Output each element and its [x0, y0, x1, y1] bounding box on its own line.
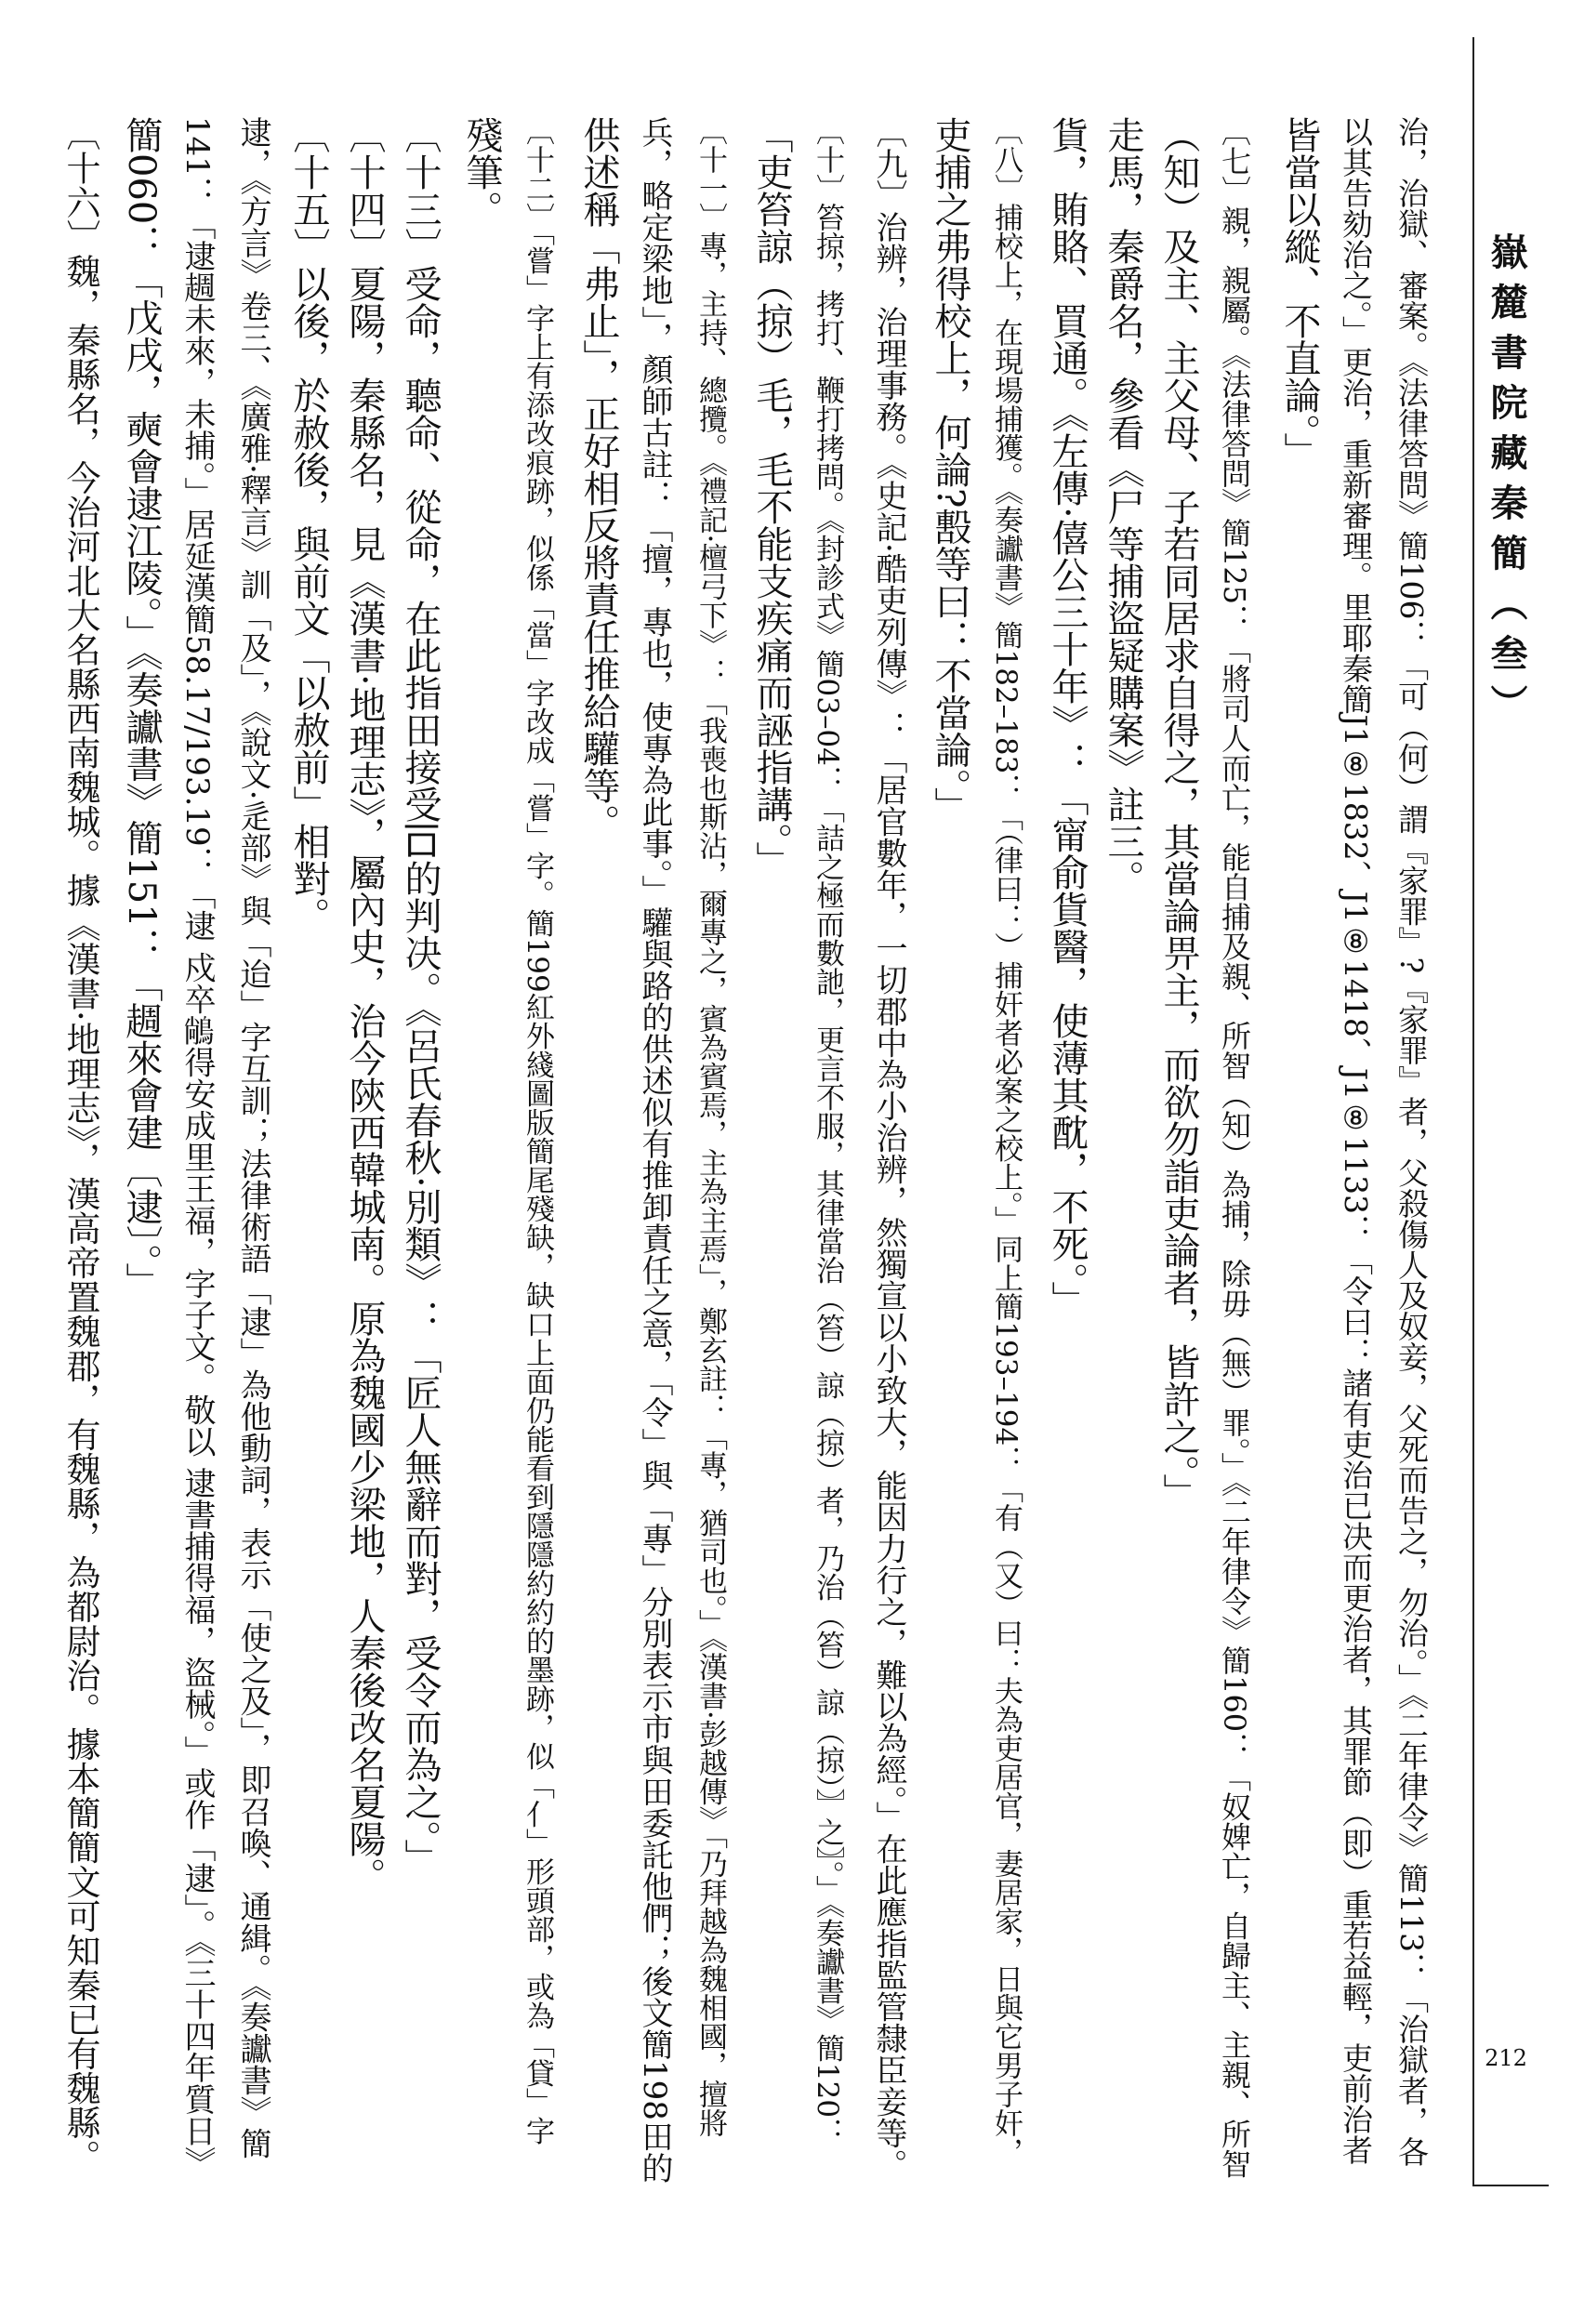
text-column-3: 皆當以縱、不直論。」 — [1278, 116, 1321, 469]
text-column-5: （知）及主、主父母、子若同居求自得之，其當論畀主，而欲勿詣吏論者，皆許之。」 — [1157, 116, 1200, 1511]
text-column-1: 治，治獄、審案。《法律答問》簡106：「可（何）謂『家罪』?『家罪』者，父殺傷人及奴妾，父死而告之，勿治。」《二年律令》簡113：「治獄者，各 — [1393, 116, 1430, 2168]
text-column-2: 以其告劾治之。」更治，重新審理。里耶秦簡J1⑧1832、J1⑧1418、J1⑧1133：「令曰：諸有吏治已决而更治者，其罪節（即）重若益輕，吏前治者 — [1338, 116, 1374, 2166]
text-column-16: 〔十二〕「嘗」字上有添改痕跡，似係「當」字改成「嘗」字。簡199紅外綫圖版簡尾殘缺，缺口上面仍能看到隱隱約約的墨跡，似「亻」形頭部，或為「貸」字 — [521, 116, 554, 2146]
page-number: 212 — [1485, 2045, 1527, 2071]
text-column-15: 供述稱「弗止」，正好相反將責任推給驩等。 — [577, 116, 620, 841]
text-column-19: 〔十四〕夏陽，秦縣名，見《漢書·地理志》，屬內史，治今陝西韓城南。原為魏國少梁地，人秦後改名夏陽。 — [343, 116, 386, 1895]
text-column-13: 〔十一〕專，主持、總攬。《禮記·檀弓下》：「我喪也斯沾，爾專之，賓為賓焉，主為主焉」，鄭玄註：「專，猶司也。」《漢書·彭越傳》「乃拜越為魏相國，擅將 — [693, 116, 727, 2138]
text-column-12: 「吏笞諒（掠）毛，毛不能支疾痛而誣指講。」 — [750, 116, 793, 878]
text-column-7: 貨，賄賂、買通。《左傳·僖公三十年》：「甯俞貨醫，使薄其酖，不死。」 — [1046, 116, 1089, 1318]
book-title: 嶽麓書院藏秦簡（叁） — [1485, 232, 1528, 734]
text-column-20: 〔十五〕以後，於赦後，與前文「以赦前」相對。 — [287, 116, 330, 934]
text-column-23: 簡060：「戊戌，奭會逮江陵。」《奏讞書》簡151：「䞴來會建〔逮〕。」 — [120, 116, 163, 1300]
text-column-18: 〔十三〕受命，聽命、從命，在此指田接受𠮛的判决。《呂氏春秋·別類》：「匠人無辭而對，受令而為之。」 — [399, 116, 442, 1876]
text-column-24: 〔十六〕魏，秦縣名，今治河北大名縣西南魏城。據《漢書·地理志》，漢高帝置魏郡，有魏縣，為都尉治。據本簡簡文可知秦已有魏縣。 — [60, 116, 100, 2174]
text-column-4: 〔七〕親，親屬。《法律答問》簡125：「將司人而亡，能自捕及親、所智（知）為捕，除毋（無）罪。」《二年律令》簡160：「奴婢亡，自歸主、主親、所智 — [1217, 116, 1252, 2179]
text-column-6: 走馬，秦爵名，參看《尸等捕盜疑購案》註三。 — [1102, 116, 1144, 897]
text-column-10: 〔九〕治辨，治理事務。《史記·酷吏列傳》：「居官數年，一切郡中為小治辨，然獨宣以小致大，能因力行之，難以為經。」在此應指監管隸臣妾等。 — [870, 116, 907, 2181]
text-column-21: 逮，《方言》卷三、《廣雅·釋言》訓「及」，《說文·辵部》與「迨」字互訓；法律術語「逮」為他動詞，表示「使之及」，即召喚、通緝。《奏讞書》簡 — [234, 116, 271, 2159]
text-column-8: 〔八〕捕校上，在現場捕獲。《奏讞書》簡182–183：「（律曰：）捕奸者必案之校上。」同上簡193–194：「有（又）曰：夫為吏居官，妻居家，日與它男子奸， — [989, 116, 1023, 2167]
text-column-14: 兵，略定梁地」，顏師古註：「擅，專也，使專為此事。」驩與路的供述似有推卸責任之意，「令」與「專」分別表示市與田委託他們；後文簡198田的 — [636, 116, 673, 2184]
text-column-17: 殘筆。 — [460, 116, 503, 228]
text-column-11: 〔十〕笞掠，拷打、鞭打拷問。《封診式》簡03–04：「詰之極而數訑，更言不服，其律當治（笞）諒（掠）者，乃治（笞）諒（掠）〗之〗。」《奏讞書》簡120： — [811, 116, 844, 2147]
text-column-22: 141：「逮䞴未來，未捕。」居延漢簡58.17/193.19：「逮 戍卒𪁺得安成里王福，字子文。敬以 逮書捕得福，盜械。」或作「逮」。《三十四年質日》 — [178, 116, 216, 2179]
text-column-9: 吏捕之弗得校上，何論?毄等曰：不當論。」 — [929, 116, 971, 825]
